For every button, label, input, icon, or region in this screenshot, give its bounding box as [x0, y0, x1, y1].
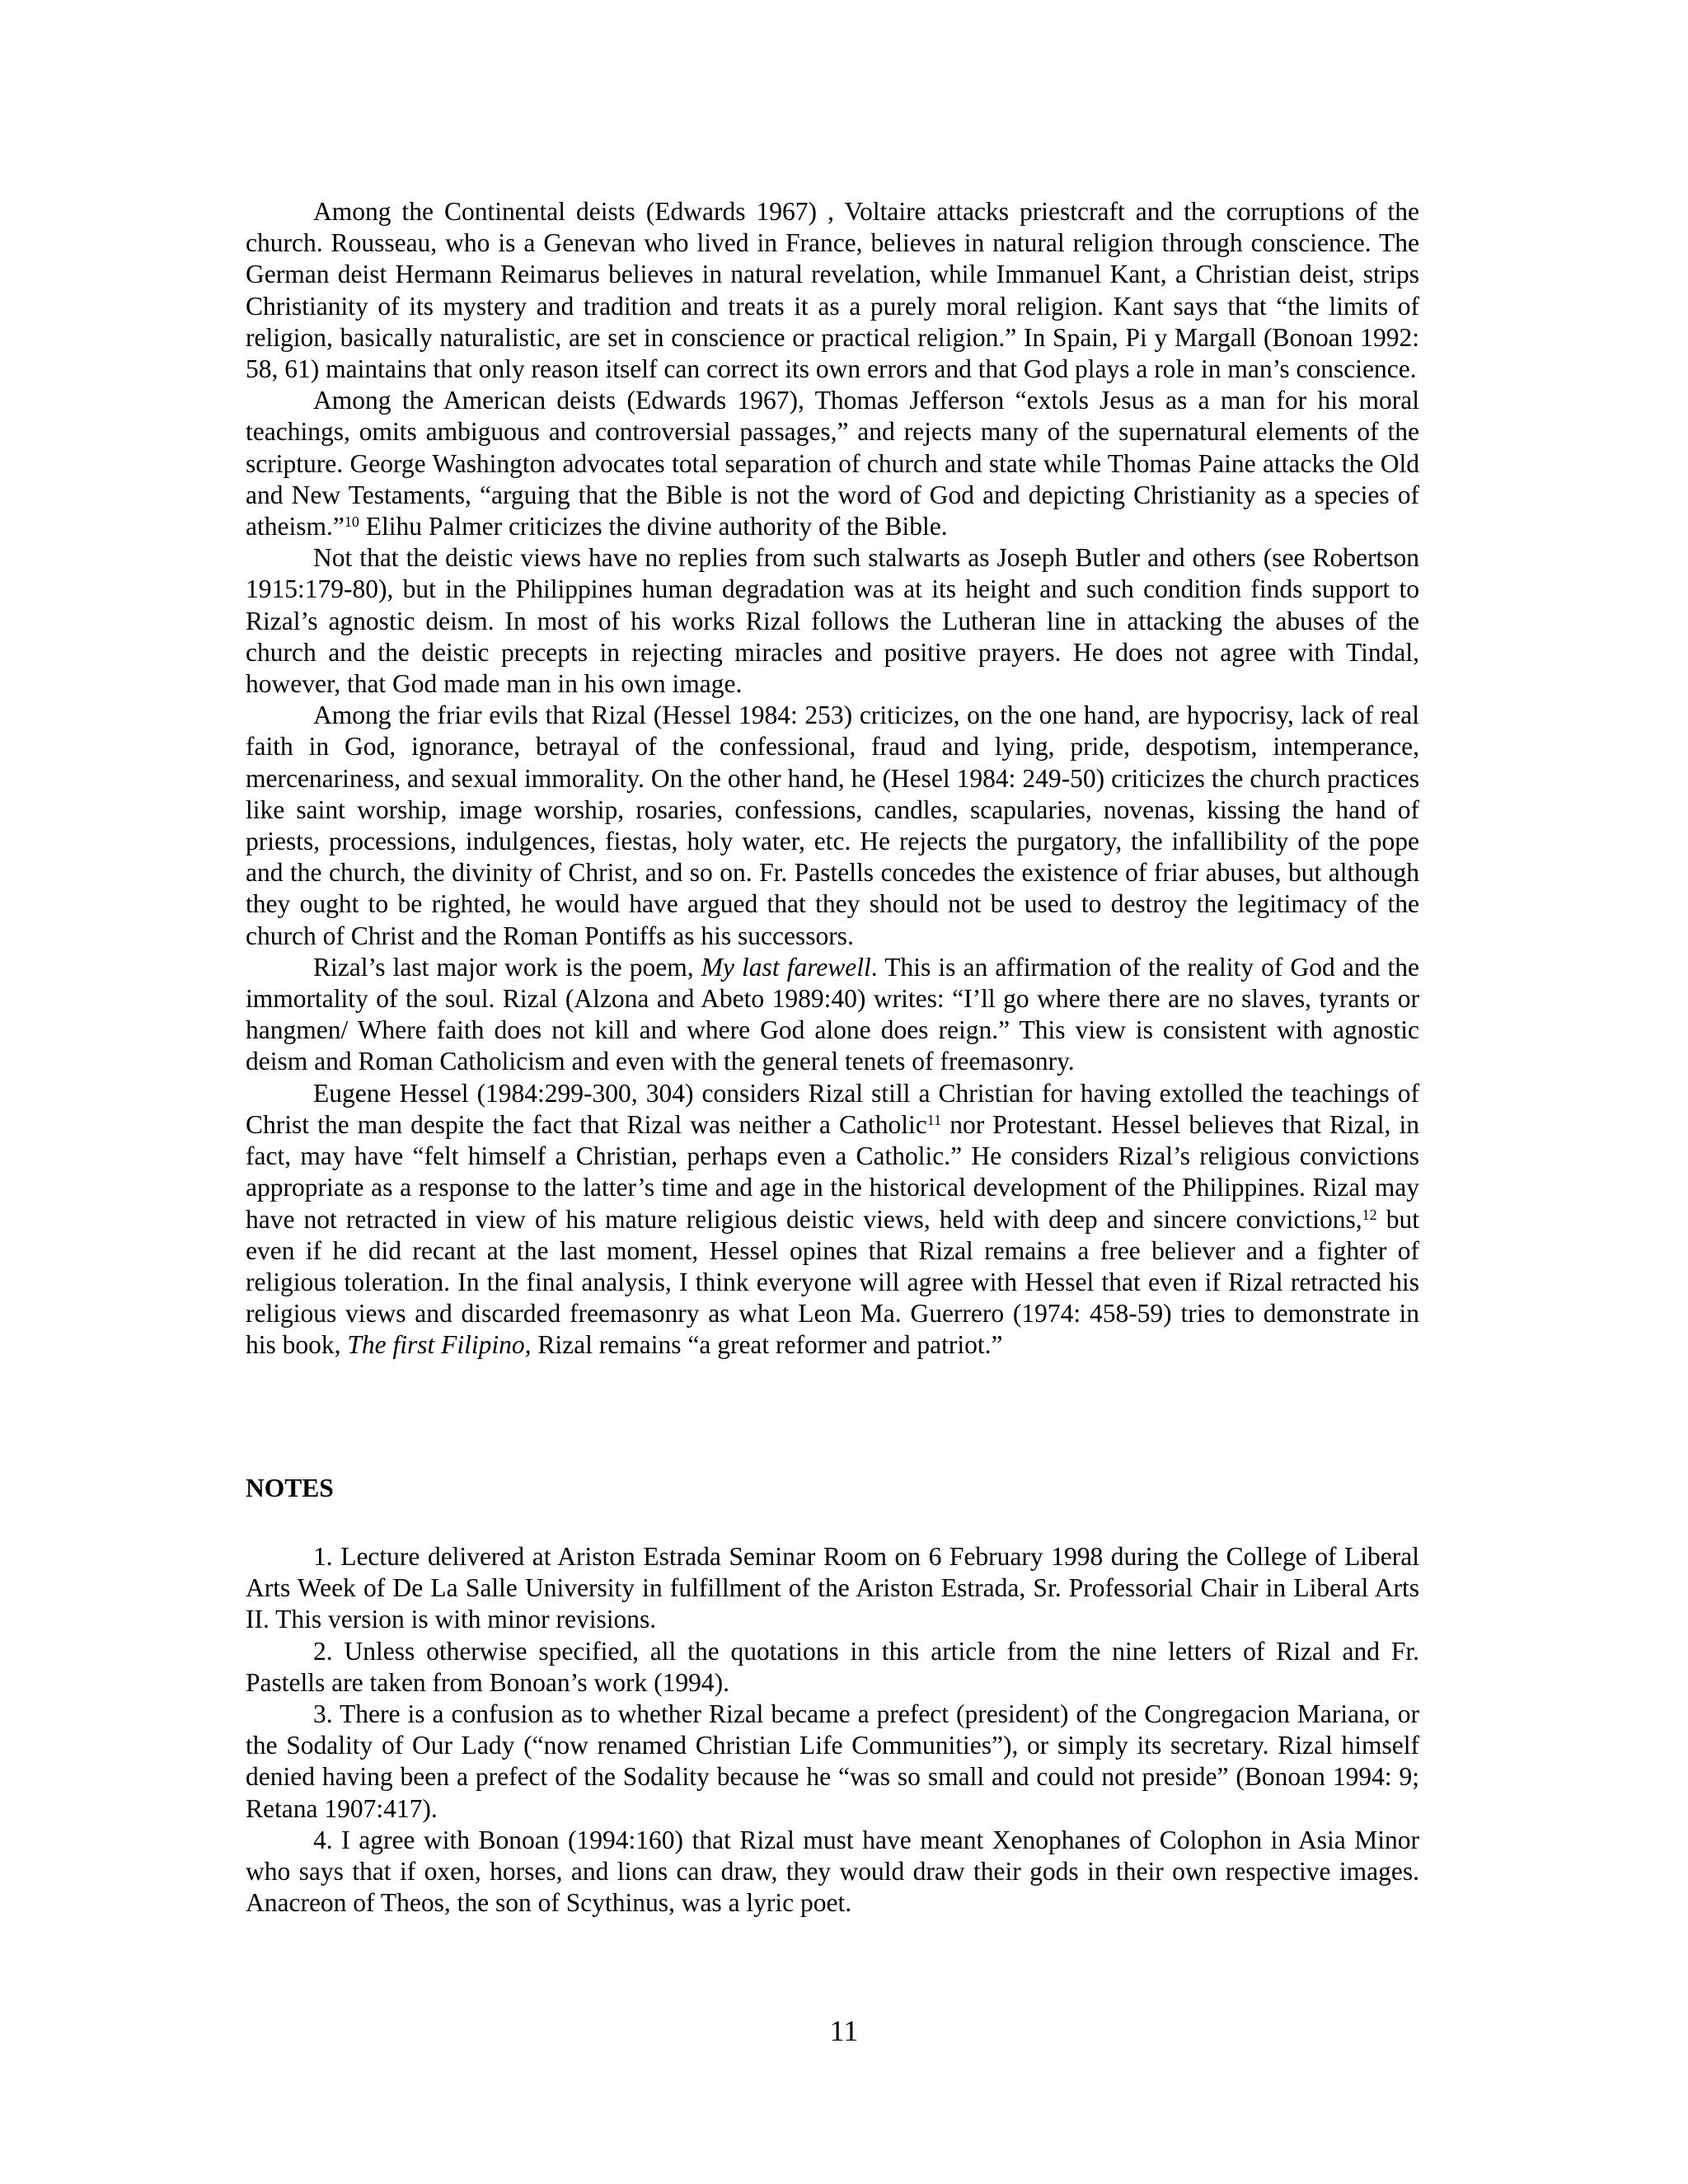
paragraph-text: nor Protestant. Hessel believes that Rizal, in fact, may have “felt himself a Christian, perhaps even a Catholic.” He considers Rizal’s religious convictions appropriate as a response to the latter’s time and age in the historical development of the Philippines. Rizal may have not retracted in view of his mature religious deistic views, held with deep and sincere convictions,: [246, 1109, 1419, 1234]
paragraph-text: Among the American deists (Edwards 1967), Thomas Jefferson “extols Jesus as a man for his moral teachings, omits ambiguous and controversial passages,” and rejects many of the supernatural elements of the scripture. George Washington advocates total separation of church and state while Thomas Paine attacks the Old and New Testaments, “arguing that the Bible is not the word of God and depicting Christianity as a species of atheism.”: [246, 386, 1419, 541]
work-title: My last farewell: [701, 952, 871, 982]
paragraph-continental-deists: Among the Continental deists (Edwards 1967) , Voltaire attacks priestcraft and the corruptions of the church. Rousseau, who is a Genevan who lived in France, believes in natural religion through conscience. The German deist Hermann Reimarus believes in natural revelation, while Immanuel Kant, a Christian deist, strips Christianity of its mystery and tradition and treats it as a purely moral religion. Kant says that “the limits of religion, basically naturalistic, are set in conscience or practical religion.” In Spain, Pi y Margall (Bonoan 1992: 58, 61) maintains that only reason itself can correct its own errors and that God plays a role in man’s conscience.: [246, 197, 1419, 384]
paragraph-deistic-views: Not that the deistic views have no replies from such stalwarts as Joseph Butler and others (see Robertson 1915:179-80), but in the Philippines human degradation was at its height and such condition finds support to Rizal’s agnostic deism. In most of his works Rizal follows the Lutheran line in attacking the abuses of the church and the deistic precepts in rejecting miracles and positive prayers. He does not agree with Tindal, however, that God made man in his own image.: [246, 543, 1419, 699]
body-text: [246, 196, 1419, 1361]
paragraph-text: , Rizal remains “a great reformer and patriot.”: [524, 1330, 1003, 1360]
notes-heading: NOTES: [246, 1474, 334, 1502]
paragraph-text: . This is an affirmation of the reality of God and the immortality of the soul. Rizal (Alzona and Abeto 1989:40) writes: “I’ll go where there are no slaves, tyrants or hangmen/ Where faith does not kill and where God alone does reign.” This view is consistent with agnostic deism and Roman Catholicism and even with the general tenets of freemasonry.: [246, 952, 1419, 1076]
document-page: [246, 196, 1419, 1918]
paragraph-american-deists: [246, 385, 1419, 542]
note-item-4: 4. I agree with Bonoan (1994:160) that Rizal must have meant Xenophanes of Colophon in Asia Minor who says that if oxen, horses, and lions can draw, they would draw their gods in their own respective images. Anacreon of Theos, the son of Scythinus, was a lyric poet.: [246, 1825, 1419, 1918]
paragraph-text: Rizal’s last major work is the poem,: [313, 952, 701, 982]
note-item-2: 2. Unless otherwise specified, all the quotations in this article from the nine letters of Rizal and Fr. Pastells are taken from Bonoan’s work (1994).: [246, 1636, 1419, 1697]
page-number: 11: [829, 2014, 859, 2047]
footnote-ref-11: 11: [926, 1111, 942, 1128]
paragraph-text: Eugene Hessel (1984:299-300, 304) considers Rizal still a Christian for having extolled the teachings of Christ the man despite the fact that Rizal was neither a Catholic: [246, 1078, 1419, 1139]
footnote-ref-10: 10: [344, 513, 359, 531]
paragraph-hessel: [246, 1078, 1419, 1361]
paragraph-last-farewell: [246, 952, 1419, 1078]
note-item-1: 1. Lecture delivered at Ariston Estrada Seminar Room on 6 February 1998 during the College of Liberal Arts Week of De La Salle University in fulfillment of the Ariston Estrada, Sr. Professorial Chair in Liberal Arts II. This version is with minor revisions.: [246, 1542, 1419, 1634]
note-item-3: 3. There is a confusion as to whether Rizal became a prefect (president) of the Congregacion Mariana, or the Sodality of Our Lady (“now renamed Christian Life Communities”), or simply its secretary. Rizal himself denied having been a prefect of the Sodality because he “was so small and could not preside” (Bonoan 1994: 9; Retana 1907:417).: [246, 1699, 1419, 1823]
work-title: The first Filipino: [347, 1330, 525, 1360]
paragraph-friar-evils: Among the friar evils that Rizal (Hessel 1984: 253) criticizes, on the one hand, are hypocrisy, lack of real faith in God, ignorance, betrayal of the confessional, fraud and lying, pride, despotism, intemperance, mercenariness, and sexual immorality. On the other hand, he (Hesel 1984: 249-50) criticizes the church practices like saint worship, image worship, rosaries, confessions, candles, scapularies, novenas, kissing the hand of priests, processions, indulgences, fiestas, holy water, etc. He rejects the purgatory, the infallibility of the pope and the church, the divinity of Christ, and so on. Fr. Pastells concedes the existence of friar abuses, but although they ought to be righted, he would have argued that they should not be used to destroy the legitimacy of the church of Christ and the Roman Pontiffs as his successors.: [246, 701, 1419, 950]
paragraph-text: but even if he did recant at the last moment, Hessel opines that Rizal remains a free believer and a fighter of religious toleration. In the final analysis, I think everyone will agree with Hessel that even if Rizal retracted his religious views and discarded freemasonry as what Leon Ma. Guerrero (1974: 458-59) tries to demonstrate in his book,: [246, 1204, 1419, 1360]
notes-list: [246, 1541, 1419, 1919]
paragraph-text: Elihu Palmer criticizes the divine authority of the Bible.: [359, 512, 948, 541]
footnote-ref-12: 12: [1362, 1206, 1377, 1223]
